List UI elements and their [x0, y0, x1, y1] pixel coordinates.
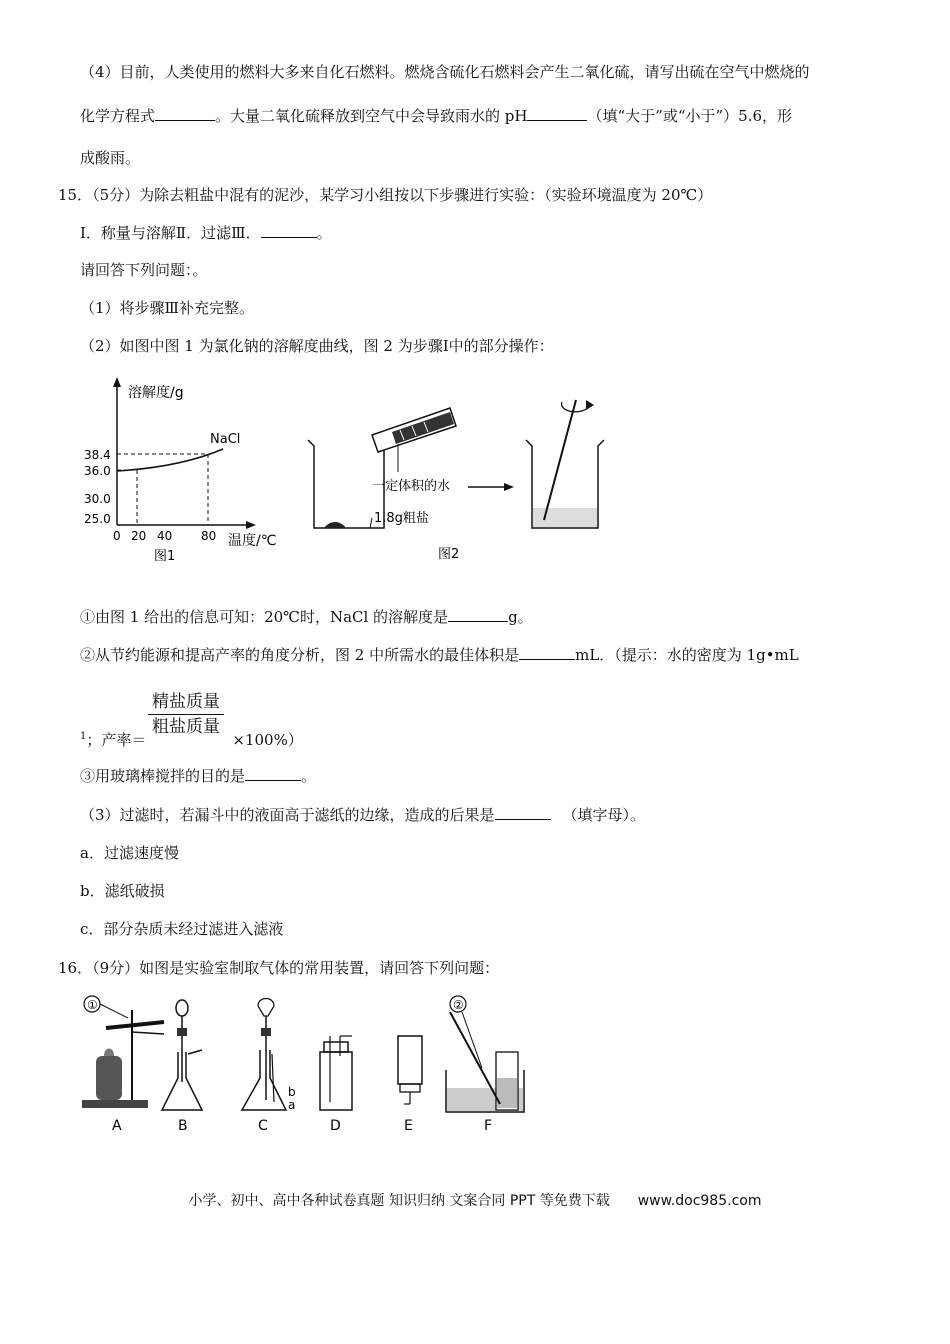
xtick-40: 40	[157, 529, 173, 543]
apparatus-f	[446, 996, 524, 1112]
apparatus-b	[162, 1000, 202, 1110]
nacl-curve-label: NaCl	[210, 432, 241, 447]
graduated-cylinder	[372, 408, 456, 452]
q14-line2: 化学方程式 。大量二氧化硫释放到空气中会导致雨水的 pH （填“大于”或“小于”）5.6，形	[80, 104, 792, 127]
apparatus-d	[320, 1036, 352, 1110]
stirring-arrow-head	[586, 400, 594, 410]
ytick-30-0: 30.0	[84, 492, 111, 506]
figure-1-solubility-chart	[80, 375, 290, 570]
apparatus-a	[82, 996, 164, 1108]
q15-sub1: （1）将步骤Ⅲ补充完整。	[80, 299, 255, 317]
lab-apparatus-figure	[78, 992, 538, 1142]
marker-2: ②	[453, 998, 464, 1012]
port-a: a	[288, 1098, 296, 1112]
marker-1: ①	[87, 998, 98, 1012]
apparatus-e	[398, 1036, 422, 1104]
apparatus-c	[242, 999, 296, 1113]
equation-blank[interactable]	[155, 104, 215, 121]
process-arrow-head	[504, 483, 514, 491]
stirring-purpose-blank[interactable]	[245, 764, 301, 781]
xtick-0: 0	[113, 529, 121, 543]
label-f: F	[484, 1118, 493, 1134]
y-axis-arrow	[113, 377, 121, 387]
ytick-38-4: 38.4	[84, 448, 111, 462]
q15-item2: ②从节约能源和提高产率的角度分析，图 2 中所需水的最佳体积是 mL．（提示：水的密度为 1g•mL	[80, 643, 799, 666]
x-axis-arrow	[246, 521, 256, 529]
figure-1-caption: 图1	[154, 549, 176, 564]
label-e: E	[404, 1118, 413, 1134]
solubility-blank[interactable]	[448, 605, 508, 622]
label-c: C	[258, 1118, 268, 1134]
q15-title: 15．（5分）为除去粗盐中混有的泥沙，某学习小组按以下步骤进行实验：（实验环境温度为 20℃）	[58, 186, 713, 204]
salt-label-leader	[370, 518, 372, 528]
port-b: b	[288, 1085, 296, 1099]
water-volume-blank[interactable]	[519, 643, 575, 660]
yield-numerator: 精盐质量	[148, 690, 224, 715]
crude-salt-pile	[324, 522, 346, 528]
page-footer: 小学、初中、高中各种试卷真题 知识归纳 文案合同 PPT 等免费下载 www.doc985.com	[188, 1193, 762, 1209]
q16-title: 16．（9分）如图是实验室制取气体的常用装置，请回答下列问题：	[58, 959, 500, 977]
x-axis-label: 温度/℃	[228, 533, 277, 549]
figure-2-dissolving	[300, 380, 620, 570]
q15-item3: ③用玻璃棒搅拌的目的是 。	[80, 764, 316, 787]
q15-steps: Ⅰ．称量与溶解Ⅱ．过滤Ⅲ． 。	[80, 221, 332, 244]
yield-denominator: 粗盐质量	[152, 717, 220, 737]
q15-sub2: （2）如图中图 1 为氯化钠的溶解度曲线，图 2 为步骤Ⅰ中的部分操作：	[80, 337, 554, 355]
glass-rod	[544, 400, 576, 520]
filter-consequence-blank[interactable]	[495, 803, 551, 820]
q15-prompt: 请回答下列问题：。	[80, 261, 208, 279]
xtick-20: 20	[131, 529, 147, 543]
solution	[533, 508, 597, 527]
ph-blank[interactable]	[527, 104, 587, 121]
q14-line1: （4）目前，人类使用的燃料大多来自化石燃料。燃烧含硫化石燃料会产生二氧化硫，请写出硫在空气中燃烧的	[80, 63, 810, 81]
option-a: a．过滤速度慢	[80, 844, 179, 862]
q15-formula-line: $^1$；产率＝ ×100%）	[80, 731, 303, 749]
water-label: 一定体积的水	[372, 479, 451, 494]
ytick-36-0: 36.0	[84, 464, 111, 478]
ytick-25-0: 25.0	[84, 512, 111, 526]
option-c: c．部分杂质未经过滤进入滤液	[80, 920, 284, 938]
step3-blank[interactable]	[261, 221, 317, 238]
label-b: B	[178, 1118, 188, 1134]
q15-sub3: （3）过滤时，若漏斗中的液面高于滤纸的边缘，造成的后果是 （填字母）。	[80, 803, 645, 826]
label-a: A	[112, 1118, 122, 1134]
q14-line3: 成酸雨。	[80, 149, 141, 167]
xtick-80: 80	[201, 529, 217, 543]
salt-label: 1.8g粗盐	[374, 511, 429, 526]
nacl-solubility-curve	[117, 449, 223, 471]
label-d: D	[330, 1118, 341, 1134]
y-axis-label: 溶解度/g	[128, 385, 184, 401]
option-b: b．滤纸破损	[80, 882, 165, 900]
figure-2-caption: 图2	[438, 547, 460, 562]
q15-item1: ①由图 1 给出的信息可知：20℃时，NaCl 的溶解度是 g。	[80, 605, 533, 628]
